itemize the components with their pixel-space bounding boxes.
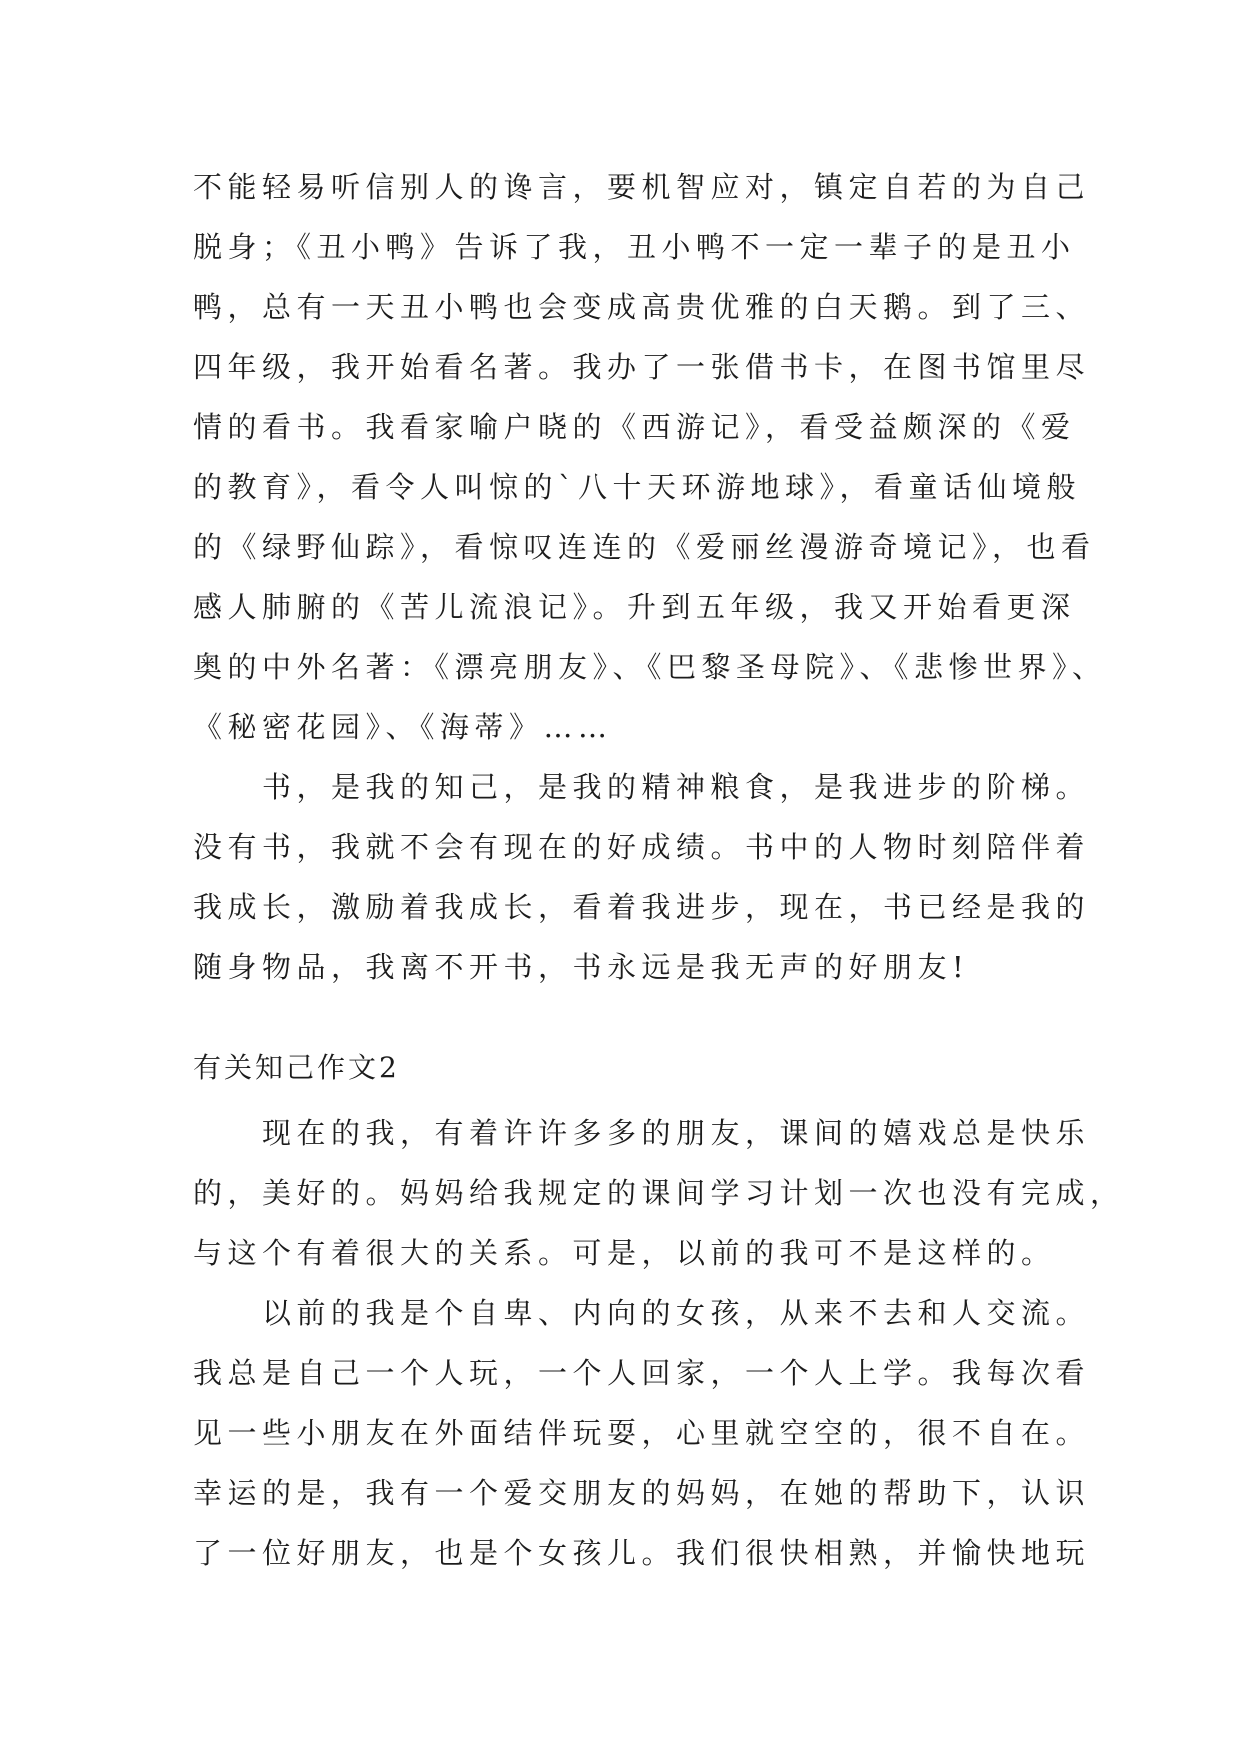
paragraph-line: 奥的中外名著：《漂亮朋友》、《巴黎圣母院》、《悲惨世界》、 <box>193 650 1107 684</box>
paragraph-line: 现在的我，有着许许多多的朋友，课间的嬉戏总是快乐 <box>193 1116 1091 1150</box>
essay-body-part-2 <box>193 1103 1125 1583</box>
section-heading: 有关知己作文2 <box>193 1051 400 1084</box>
paragraph-line: 的，美好的。妈妈给我规定的课间学习计划一次也没有完成， <box>193 1176 1125 1210</box>
paragraph-line: 不能轻易听信别人的谗言，要机智应对，镇定自若的为自己 <box>193 170 1091 204</box>
paragraph-line: 的《绿野仙踪》，看惊叹连连的《爱丽丝漫游奇境记》，也看 <box>193 530 1096 564</box>
essay-body-part-1 <box>193 157 1107 997</box>
paragraph-line: 感人肺腑的《苦儿流浪记》。升到五年级，我又开始看更深 <box>193 590 1076 624</box>
paragraph-line: 我成长，激励着我成长，看着我进步，现在，书已经是我的 <box>193 890 1091 924</box>
paragraph-line: 了一位好朋友，也是个女孩儿。我们很快相熟，并愉快地玩 <box>193 1536 1091 1570</box>
paragraph-line: 随身物品，我离不开书，书永远是我无声的好朋友! <box>193 950 970 984</box>
paragraph-line: 书，是我的知己，是我的精神粮食，是我进步的阶梯。 <box>193 770 1091 804</box>
paragraph-line: 情的看书。我看家喻户晓的《西游记》，看受益颇深的《爱 <box>193 410 1076 444</box>
paragraph-line: 我总是自己一个人玩，一个人回家，一个人上学。我每次看 <box>193 1356 1091 1390</box>
paragraph-line: 《秘密花园》、《海蒂》…… <box>193 710 613 744</box>
paragraph-line: 的教育》，看令人叫惊的`八十天环游地球》，看童话仙境般 <box>193 470 1082 504</box>
paragraph-line: 鸭，总有一天丑小鸭也会变成高贵优雅的白天鹅。到了三、 <box>193 290 1091 324</box>
paragraph-line: 脱身；《丑小鸭》告诉了我，丑小鸭不一定一辈子的是丑小 <box>193 230 1076 264</box>
paragraph-line: 四年级，我开始看名著。我办了一张借书卡，在图书馆里尽 <box>193 350 1091 384</box>
paragraph-line: 没有书，我就不会有现在的好成绩。书中的人物时刻陪伴着 <box>193 830 1091 864</box>
paragraph-line: 见一些小朋友在外面结伴玩耍，心里就空空的，很不自在。 <box>193 1416 1091 1450</box>
paragraph-line: 与这个有着很大的关系。可是，以前的我可不是这样的。 <box>193 1236 1056 1270</box>
paragraph-line: 幸运的是，我有一个爱交朋友的妈妈，在她的帮助下，认识 <box>193 1476 1091 1510</box>
paragraph-line: 以前的我是个自卑、内向的女孩，从来不去和人交流。 <box>193 1296 1091 1330</box>
